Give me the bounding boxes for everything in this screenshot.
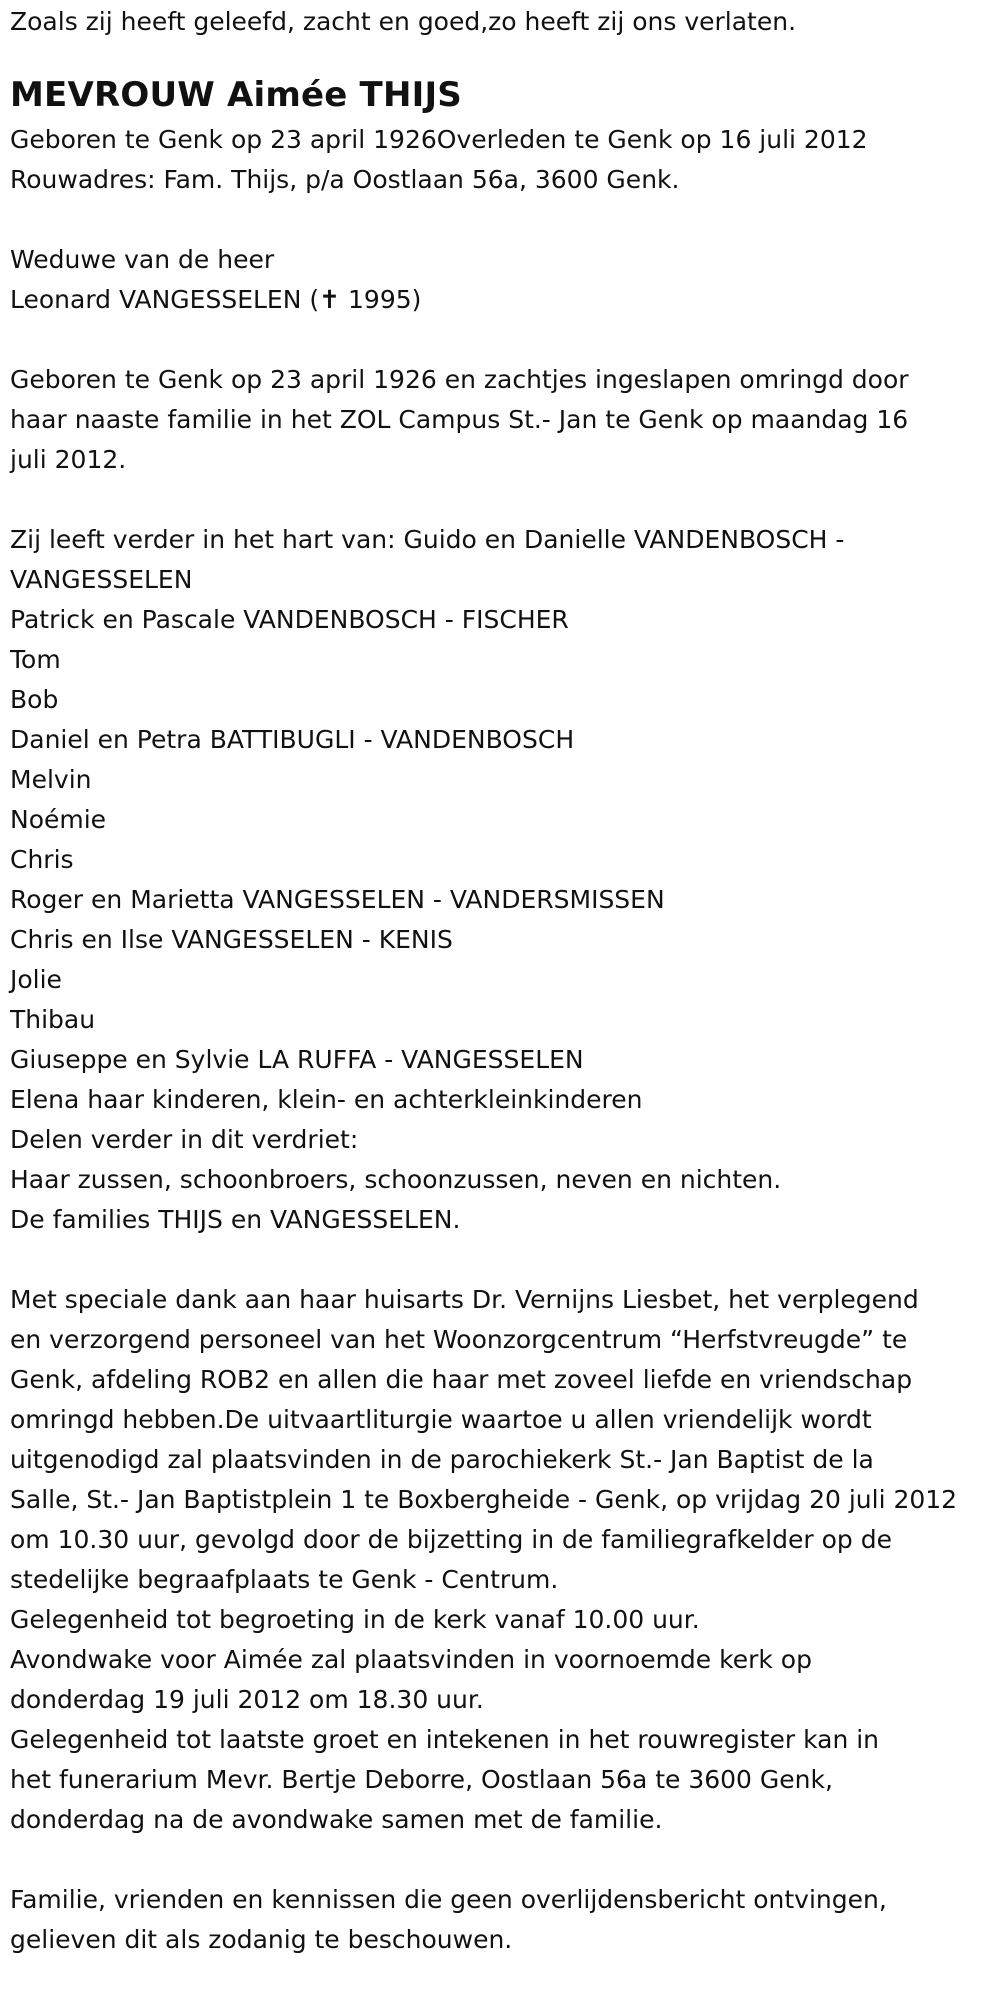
family-line: Bob xyxy=(10,685,59,714)
spacer xyxy=(10,320,1000,360)
rouwadres-line: Rouwadres: Fam. Thijs, p/a Oostlaan 56a, 3600 Genk. xyxy=(10,165,680,194)
announcement-line: juli 2012. xyxy=(10,445,127,474)
spacer xyxy=(10,200,1000,240)
thanks-line: donderdag 19 juli 2012 om 18.30 uur. xyxy=(10,1685,484,1714)
closing-line: Familie, vrienden en kennissen die geen overlijdensbericht ontvingen, xyxy=(10,1885,887,1914)
family-line: Delen verder in dit verdriet: xyxy=(10,1125,359,1154)
spacer xyxy=(10,42,1000,70)
family-line: VANGESSELEN xyxy=(10,565,193,594)
announcement-paragraph xyxy=(10,360,1000,480)
family-line: Daniel en Petra BATTIBUGLI - VANDENBOSCH xyxy=(10,725,575,754)
thanks-line: uitgenodigd zal plaatsvinden in de parochiekerk St.- Jan Baptist de la xyxy=(10,1445,874,1474)
spacer xyxy=(10,1240,1000,1280)
family-line: Thibau xyxy=(10,1005,96,1034)
family-list xyxy=(10,520,1000,1240)
announcement-line: haar naaste familie in het ZOL Campus St.- Jan te Genk op maandag 16 xyxy=(10,405,909,434)
family-line: Jolie xyxy=(10,965,62,994)
widow-line-2: Leonard VANGESSELEN (✝ 1995) xyxy=(10,285,422,314)
thanks-line: Genk, afdeling ROB2 en allen die haar met zoveel liefde en vriendschap xyxy=(10,1365,913,1394)
thanks-line: omringd hebben.De uitvaartliturgie waartoe u allen vriendelijk wordt xyxy=(10,1405,872,1434)
family-line: Giuseppe en Sylvie LA RUFFA - VANGESSELEN xyxy=(10,1045,584,1074)
thanks-line: stedelijke begraafplaats te Genk - Centrum. xyxy=(10,1565,559,1594)
born-died-line: Geboren te Genk op 23 april 1926Overleden te Genk op 16 juli 2012 xyxy=(10,125,868,154)
family-line: Elena haar kinderen, klein- en achterkleinkinderen xyxy=(10,1085,643,1114)
obituary-page xyxy=(0,2,1000,1992)
thanks-line: en verzorgend personeel van het Woonzorgcentrum “Herfstvreugde” te xyxy=(10,1325,908,1354)
family-line: Haar zussen, schoonbroers, schoonzussen, neven en nichten. xyxy=(10,1165,782,1194)
spacer xyxy=(10,1840,1000,1880)
thanks-line: donderdag na de avondwake samen met de familie. xyxy=(10,1805,663,1834)
announcement-line: Geboren te Genk op 23 april 1926 en zachtjes ingeslapen omringd door xyxy=(10,365,909,394)
thanks-line: om 10.30 uur, gevolgd door de bijzetting in de familiegrafkelder op de xyxy=(10,1525,892,1554)
thanks-line: het funerarium Mevr. Bertje Deborre, Oostlaan 56a te 3600 Genk, xyxy=(10,1765,833,1794)
motto: Zoals zij heeft geleefd, zacht en goed,zo heeft zij ons verlaten. xyxy=(10,7,797,36)
deceased-name: MEVROUW Aimée THIJS xyxy=(10,75,462,115)
thanks-line: Gelegenheid tot laatste groet en intekenen in het rouwregister kan in xyxy=(10,1725,880,1754)
family-line: Chris en Ilse VANGESSELEN - KENIS xyxy=(10,925,453,954)
closing-paragraph xyxy=(10,1880,1000,1960)
thanks-line: Salle, St.- Jan Baptistplein 1 te Boxbergheide - Genk, op vrijdag 20 juli 2012 xyxy=(10,1485,958,1514)
thanks-line: Met speciale dank aan haar huisarts Dr. Vernijns Liesbet, het verplegend xyxy=(10,1285,919,1314)
family-line: Noémie xyxy=(10,805,107,834)
family-line: Melvin xyxy=(10,765,92,794)
family-line: Zij leeft verder in het hart van: Guido en Danielle VANDENBOSCH - xyxy=(10,525,845,554)
thanks-paragraph xyxy=(10,1280,1000,1840)
family-line: Roger en Marietta VANGESSELEN - VANDERSMISSEN xyxy=(10,885,665,914)
spacer xyxy=(10,480,1000,520)
family-line: Patrick en Pascale VANDENBOSCH - FISCHER xyxy=(10,605,569,634)
family-line: Tom xyxy=(10,645,61,674)
thanks-line: Gelegenheid tot begroeting in de kerk vanaf 10.00 uur. xyxy=(10,1605,700,1634)
family-line: De families THIJS en VANGESSELEN. xyxy=(10,1205,461,1234)
closing-line: gelieven dit als zodanig te beschouwen. xyxy=(10,1925,513,1954)
family-line: Chris xyxy=(10,845,74,874)
widow-line-1: Weduwe van de heer xyxy=(10,245,275,274)
thanks-line: Avondwake voor Aimée zal plaatsvinden in voornoemde kerk op xyxy=(10,1645,812,1674)
